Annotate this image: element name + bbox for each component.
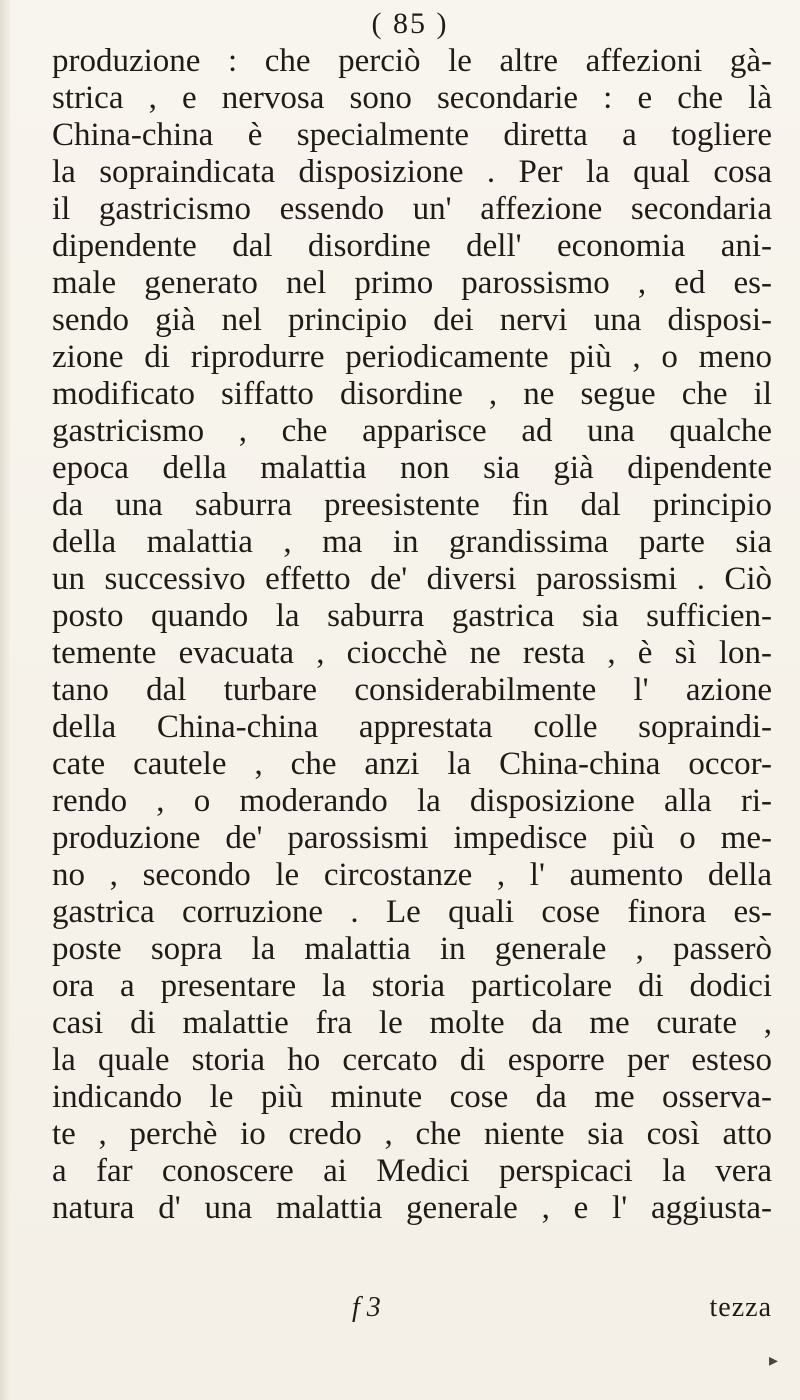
text-line: un successivo effetto de' diversi parossismi . Ciò bbox=[52, 561, 772, 597]
text-line: gastrica corruzione . Le quali cose finora es- bbox=[52, 894, 772, 930]
text-line: poste sopra la malattia in generale , passerò bbox=[52, 931, 772, 967]
text-line: male generato nel primo parossismo , ed es- bbox=[52, 265, 772, 301]
text-line: ora a presentare la storia particolare di dodici bbox=[52, 968, 772, 1004]
text-line: cate cautele , che anzi la China-china occor- bbox=[52, 746, 772, 782]
text-line: zione di riprodurre periodicamente più , o meno bbox=[52, 339, 772, 375]
text-line: tano dal turbare considerabilmente l' azione bbox=[52, 672, 772, 708]
page-footer bbox=[52, 1288, 772, 1328]
text-line: della malattia , ma in grandissima parte sia bbox=[52, 524, 772, 560]
text-line: natura d' una malattia generale , e l' aggiusta- bbox=[52, 1190, 772, 1226]
page-number-header: ( 85 ) bbox=[371, 7, 449, 40]
text-line: la quale storia ho cercato di esporre per esteso bbox=[52, 1042, 772, 1078]
text-line: temente evacuata , ciocchè ne resta , è sì lon- bbox=[52, 635, 772, 671]
text-line: il gastricismo essendo un' affezione secondaria bbox=[52, 191, 772, 227]
signature-mark: f 3 bbox=[352, 1292, 381, 1323]
catchword: tezza bbox=[709, 1292, 772, 1323]
text-line: dipendente dal disordine dell' economia ani- bbox=[52, 228, 772, 264]
text-line: gastricismo , che apparisce ad una qualche bbox=[52, 413, 772, 449]
text-line: a far conoscere ai Medici perspicaci la vera bbox=[52, 1153, 772, 1189]
text-line: la sopraindicata disposizione . Per la qual cosa bbox=[52, 154, 772, 190]
text-line: China-china è specialmente diretta a togliere bbox=[52, 117, 772, 153]
body-text bbox=[52, 43, 772, 1227]
text-line: sendo già nel principio dei nervi una disposi- bbox=[52, 302, 772, 338]
text-line: della China-china apprestata colle sopraindi- bbox=[52, 709, 772, 745]
text-line: te , perchè io credo , che niente sia così atto bbox=[52, 1116, 772, 1152]
text-line: no , secondo le circostanze , l' aumento della bbox=[52, 857, 772, 893]
text-line: modificato siffatto disordine , ne segue che il bbox=[52, 376, 772, 412]
margin-mark: ▸ bbox=[768, 1350, 778, 1370]
page-gutter bbox=[0, 0, 10, 1400]
text-line: strica , e nervosa sono secondarie : e che là bbox=[52, 80, 772, 116]
text-line: casi di malattie fra le molte da me curate , bbox=[52, 1005, 772, 1041]
text-line: produzione : che perciò le altre affezioni gà- bbox=[52, 43, 772, 79]
text-line: produzione de' parossismi impedisce più o me- bbox=[52, 820, 772, 856]
text-line: epoca della malattia non sia già dipendente bbox=[52, 450, 772, 486]
text-line: indicando le più minute cose da me osserva- bbox=[52, 1079, 772, 1115]
text-line: da una saburra preesistente fin dal principio bbox=[52, 487, 772, 523]
text-line: rendo , o moderando la disposizione alla ri- bbox=[52, 783, 772, 819]
text-line: posto quando la saburra gastrica sia sufficien- bbox=[52, 598, 772, 634]
